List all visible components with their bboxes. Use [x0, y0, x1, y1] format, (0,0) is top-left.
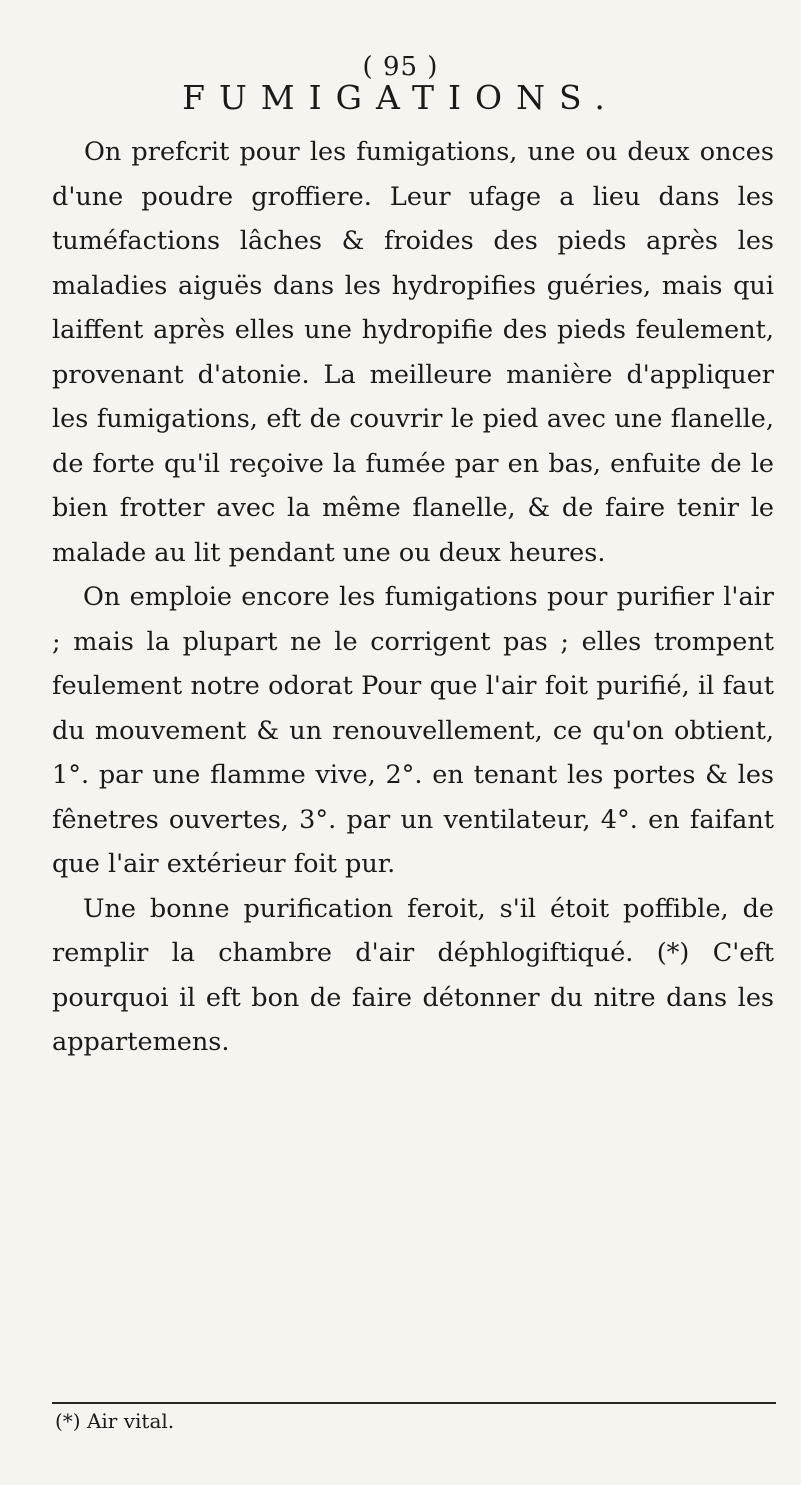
- paragraph-3: Une bonne purification feroit, s'il étoit poffible, de remplir la chambre d'air déphlogiftiqué. (*) C'eft pourquoi il eft bon de faire détonner du nitre dans les appartemens.: [52, 893, 774, 1057]
- paragraph-2: On emploie encore les fumigations pour purifier l'air ; mais la plupart ne le corrigent pas ; elles trompent feulement notre odorat Pour que l'air foit purifié, il faut du mouvement & un renouvellement, ce qu'on obtient, 1°. par une flamme vive, 2°. en tenant les portes & les fênetres ouvertes, 3°. par un ventilateur, 4°. en faifant que l'air extérieur foit pur.: [52, 582, 774, 879]
- section-heading: FUMIGATIONS.: [182, 78, 619, 117]
- footnote-divider: [52, 1402, 776, 1404]
- body-text: [52, 130, 774, 1065]
- paragraph-1: On prefcrit pour les fumigations, une ou deux onces d'une poudre groffiere. Leur ufage a lieu dans les tuméfactions lâches & froides des pieds après les maladies aiguës dans les hydropifies guéries, mais qui laiffent après elles une hydropifie des pieds feulement, provenant d'atonie. La meilleure manière d'appliquer les fumigations, eft de couvrir le pied avec une flanelle, de forte qu'il reçoive la fumée par en bas, enfuite de le bien frotter avec la même flanelle, & de faire tenir le malade au lit pendant une ou deux heures.: [52, 137, 774, 568]
- page-number: ( 95 ): [362, 52, 439, 82]
- footnote: (*) Air vital.: [55, 1409, 175, 1433]
